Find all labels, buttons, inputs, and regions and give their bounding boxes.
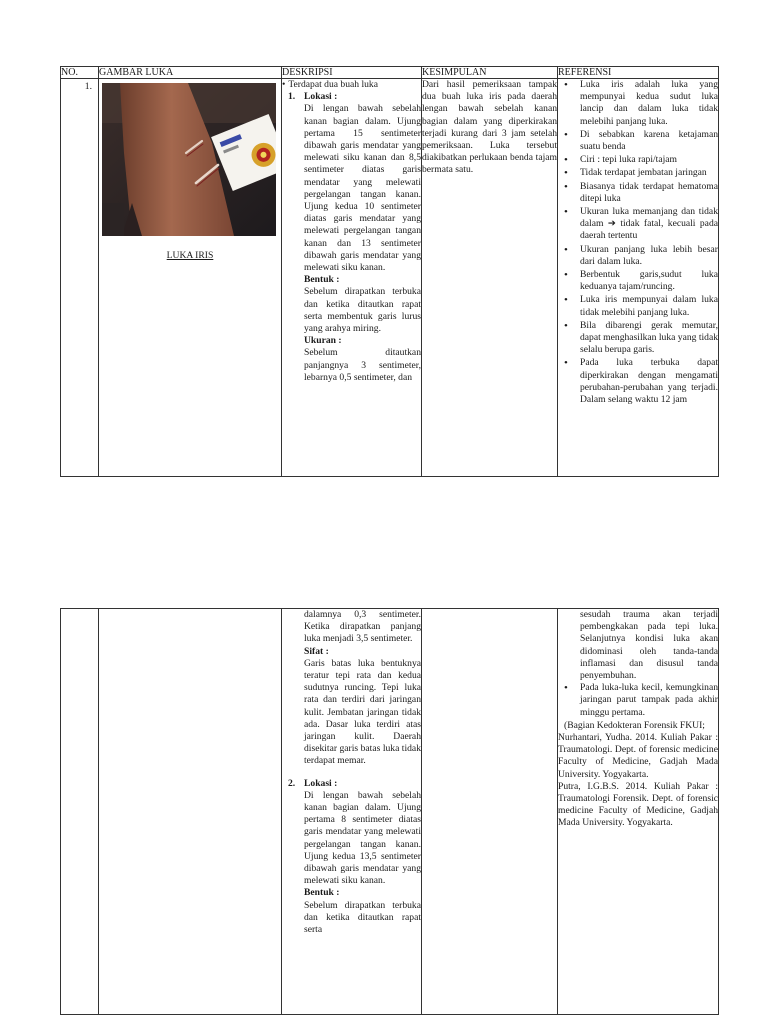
header-deskripsi: DESKRIPSI	[282, 67, 422, 79]
location-label: Lokasi :	[304, 91, 338, 103]
reference-item: • Pada luka-luka kecil, kemungkinan jaringan parut tampak pada akhir minggu pertama.	[558, 682, 718, 719]
table-row	[61, 609, 719, 1015]
location-text: Di lengan bawah sebelah kanan bagian dalam. Ujung pertama 15 sentimeter dibawah garis mendatar yang melewati siku kanan dan 8,5 sentimeter diatas garis mendatar yang melewati pergelangan tangan kanan. Ujung kedua 10 sentimeter diatas garis mendatar yang melewati pergelangan tangan kanan dan 13 sentimeter dibawah garis mendatar yang melewati siku kanan.	[304, 103, 421, 274]
header-no: NO.	[61, 67, 99, 79]
header-gambar-luka: GAMBAR LUKA	[99, 67, 282, 79]
row-number: 1.	[61, 79, 99, 477]
reference-item: • Luka iris adalah luka yang mempunyai kedua sudut luka lancip dan dalam luka tidak melebihi panjang luka.	[558, 79, 718, 128]
shape-text: Sebelum dirapatkan terbuka dan ketika ditautkan rapat serta membentuk garis lurus yang arahya miring.	[304, 286, 421, 335]
reference-item: • Ukuran panjang luka lebih besar dari dalam luka.	[558, 244, 718, 268]
location-heading	[282, 778, 421, 790]
conclusion-text: Dari hasil pemeriksaan tampak dua buah luka iris pada daerah lengan bawah sebelah kanan bagian dalam yang diperkirakan terjadi kurang dari 3 jam setelah pemeriksaan. Luka tersebut diakibatkan perlukaan benda tajam bermata satu.	[422, 79, 557, 176]
description-intro: • Terdapat dua buah luka	[282, 79, 421, 91]
reference-item: • Biasanya tidak terdapat hematoma ditepi luka	[558, 181, 718, 205]
wound-table-part-2	[60, 608, 719, 1015]
reference-source-bagian: (Bagian Kedokteran Forensik FKUI;	[564, 719, 705, 731]
conclusion-cell-empty	[422, 609, 558, 1015]
location-heading	[282, 91, 421, 103]
reference-item: • Bila dibarengi gerak memutar, dapat menghasilkan luka yang tidak selalu berupa garis.	[558, 320, 718, 357]
reference-item: • Ciri : tepi luka rapi/tajam	[558, 154, 718, 166]
wound-image-cell-empty	[99, 609, 282, 1015]
item-number: 1.	[288, 91, 296, 103]
reference-item: • Berbentuk garis,sudut luka keduanya tajam/runcing.	[558, 269, 718, 293]
property-label: Sifat :	[304, 645, 329, 657]
size-text: Sebelum ditautkan panjangnya 3 sentimeter, lebarnya 0,5 sentimeter, dan	[304, 347, 421, 383]
size-text-continued: dalamnya 0,3 sentimeter. Ketika dirapatkan panjang luka menjadi 3,5 sentimeter.	[304, 609, 421, 645]
reference-item: • Pada luka terbuka dapat diperkirakan dengan mengamati perubahan-perubahan yang terjadi. Dalam selang waktu 12 jam	[558, 357, 718, 406]
location-label: Lokasi :	[304, 777, 338, 789]
reference-list	[558, 79, 718, 406]
header-kesimpulan: KESIMPULAN	[422, 67, 558, 79]
reference-list	[558, 682, 718, 719]
size-label: Ukuran :	[304, 335, 342, 347]
reference-item: • Tidak terdapat jembatan jaringan	[558, 167, 718, 179]
shape-text: Sebelum dirapatkan terbuka dan ketika ditautkan rapat serta	[304, 899, 421, 936]
reference-continued-text: sesudah trauma akan terjadi pembengkakan pada tepi luka. Selanjutnya kondisi luka akan didominasi oleh tanda-tanda inflamasi dan disusul tanda penyembuhan.	[580, 609, 718, 682]
wound-image-cell	[99, 79, 282, 477]
reference-source-putra: Putra, I.G.B.S. 2014. Kuliah Pakar : Traumatologi Forensik. Dept. of forensic medicine Faculty of Medicine, Gadjah Mada University. Yogyakarta.	[558, 780, 718, 829]
property-text: Garis batas luka bentuknya teratur tepi rata dan kedua sudutnya runcing. Tepi luka rata dan terdiri dari jaringan kulit. Jembatan jaringan tidak ada. Dasar luka terdiri atas jaringan kulit. Daerah disekitar garis batas luka tidak terdapat memar.	[304, 657, 421, 767]
header-referensi: REFERENSI	[558, 67, 719, 79]
shape-label: Bentuk :	[304, 887, 340, 899]
reference-cell	[558, 79, 719, 477]
wound-photo	[102, 83, 276, 236]
description-cell-continued	[282, 609, 422, 1015]
reference-item: • Luka iris mempunyai dalam luka tidak melebihi panjang luka.	[558, 294, 718, 318]
reference-source-nurhantari: Nurhantari, Yudha. 2014. Kuliah Pakar : Traumatologi. Dept. of forensic medicine Faculty of Medicine, Gadjah Mada University. Yogyakarta.	[558, 732, 718, 780]
spacer	[282, 768, 421, 778]
item-number: 2.	[288, 777, 296, 789]
description-cell	[282, 79, 422, 477]
reference-item: • Di sebabkan karena ketajaman suatu benda	[558, 129, 718, 153]
shape-label: Bentuk :	[304, 274, 340, 286]
table-row	[61, 79, 719, 477]
reference-cell-continued	[558, 609, 719, 1015]
reference-item: • Ukuran luka memanjang dan tidak dalam ➔ tidak fatal, kecuali pada daerah tertentu	[558, 206, 718, 243]
location-text: Di lengan bawah sebelah kanan bagian dalam. Ujung pertama 8 sentimeter diatas garis mendatar yang melewati pergelangan tangan kanan. Ujung kedua 13,5 sentimeter dibawah garis mendatar yang melewati siku kanan.	[304, 789, 421, 887]
conclusion-cell	[422, 79, 558, 477]
header-row	[61, 67, 719, 79]
wound-table-part-1	[60, 66, 719, 477]
wound-caption: LUKA IRIS	[166, 250, 214, 261]
row-number-empty	[61, 609, 99, 1015]
